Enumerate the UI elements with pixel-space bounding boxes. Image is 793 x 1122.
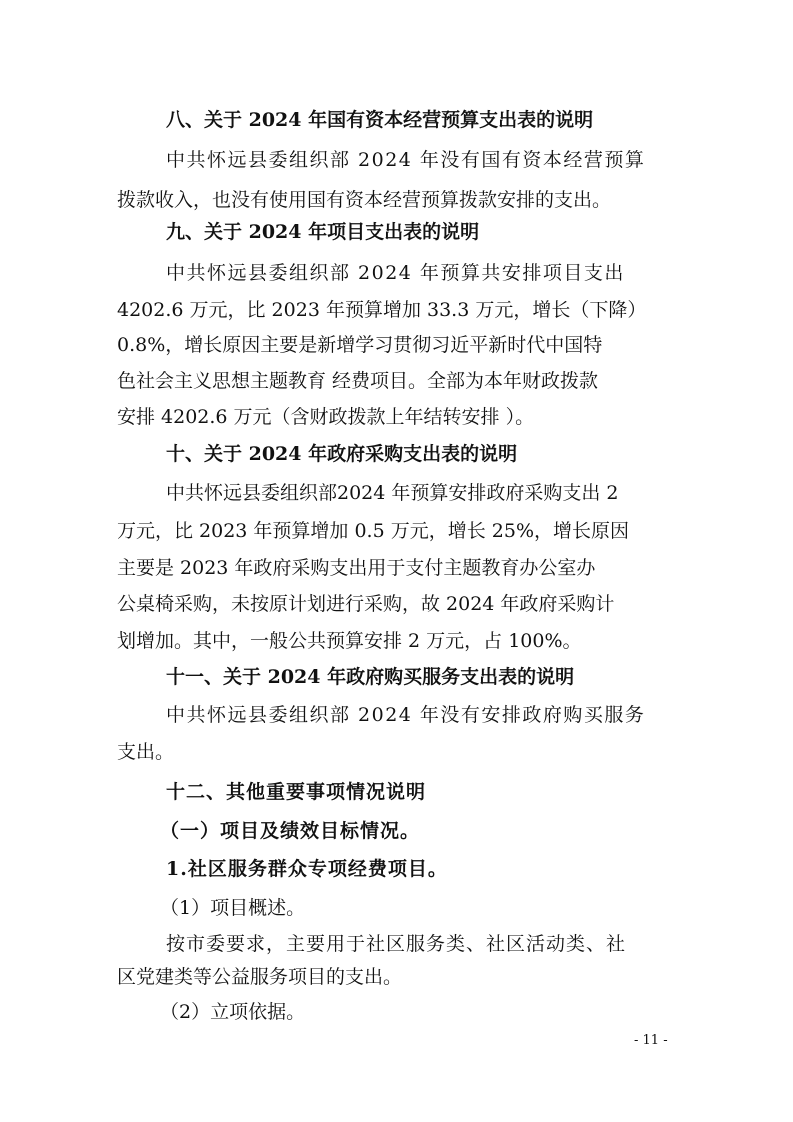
section8-heading: 八、关于 2024 年国有资本经营预算支出表的说明 xyxy=(166,109,594,131)
section8-body-line xyxy=(0,185,793,215)
section10-body-text: 划增加。其中，一般公共预算安排 2 万元，占 100%。 xyxy=(117,630,582,652)
section12-heading: 十二、其他重要事项情况说明 xyxy=(166,781,427,803)
section12-item-title-line xyxy=(0,854,793,884)
section12-sub1-body-text: 按市委要求，主要用于社区服务类、社区活动类、社 xyxy=(166,933,627,955)
section8-body-line xyxy=(0,145,793,175)
section9-body-text: 安排 4202.6 万元（含财政拨款上年结转安排 ）。 xyxy=(117,406,535,428)
section10-body-line xyxy=(0,626,793,656)
section10-heading: 十、关于 2024 年政府采购支出表的说明 xyxy=(166,443,518,465)
section12-sub1: （1）项目概述。 xyxy=(160,897,306,919)
section10-body-text: 中共怀远县委组织部2024 年预算安排政府采购支出 2 xyxy=(166,482,619,504)
section9-body-text: 中共怀远县委组织部 2024 年预算共安排项目支出 xyxy=(166,262,625,284)
section9-body-text: 色社会主义思想主题教育 经费项目。全部为本年财政拨款 xyxy=(117,370,599,392)
section8-body-text: 中共怀远县委组织部 2024 年没有国有资本经营预算 xyxy=(166,149,646,171)
section11-body-line xyxy=(0,700,793,730)
section12-item-title: 1.社区服务群众专项经费项目。 xyxy=(166,858,448,880)
section8-body-text: 拨款收入，也没有使用国有资本经营预算拨款安排的支出。 xyxy=(117,189,612,211)
page-number: - 11 - xyxy=(634,1033,668,1048)
section10-body-line xyxy=(0,516,793,546)
section9-body-line xyxy=(0,258,793,288)
section8-heading-line xyxy=(0,105,793,135)
section12-sub1-body-line xyxy=(0,929,793,959)
section9-heading-line xyxy=(0,217,793,247)
section12-subheading-line xyxy=(0,816,793,846)
section11-heading: 十一、关于 2024 年政府购买服务支出表的说明 xyxy=(166,666,575,688)
section9-heading: 九、关于 2024 年项目支出表的说明 xyxy=(166,221,480,243)
section9-body-text: 0.8%，增长原因主要是新增学习贯彻习近平新时代中国特 xyxy=(117,334,603,356)
section9-body-line xyxy=(0,402,793,432)
section9-body-line xyxy=(0,366,793,396)
section12-heading-line xyxy=(0,777,793,807)
section9-body-line xyxy=(0,330,793,360)
section11-body-text: 支出。 xyxy=(117,741,175,763)
section10-body-text: 万元，比 2023 年预算增加 0.5 万元，增长 25%，增长原因 xyxy=(117,520,629,542)
section12-sub1-line xyxy=(0,893,793,923)
section9-body-line xyxy=(0,295,793,325)
section10-body-line xyxy=(0,589,793,619)
section11-body-line xyxy=(0,737,793,767)
section9-body-text: 4202.6 万元，比 2023 年预算增加 33.3 万元，增长（下降） xyxy=(117,299,647,321)
section11-heading-line xyxy=(0,662,793,692)
section10-heading-line xyxy=(0,439,793,469)
section10-body-text: 主要是 2023 年政府采购支出用于支付主题教育办公室办 xyxy=(117,557,596,579)
section10-body-text: 公桌椅采购，未按原计划进行采购，故 2024 年政府采购计 xyxy=(117,593,615,615)
section12-sub1-body-text: 区党建类等公益服务项目的支出。 xyxy=(117,966,403,988)
section12-subheading: （一）项目及绩效目标情况。 xyxy=(160,820,421,842)
section11-body-text: 中共怀远县委组织部 2024 年没有安排政府购买服务 xyxy=(166,704,646,726)
section12-sub2: （2）立项依据。 xyxy=(160,1001,306,1023)
section10-body-line xyxy=(0,553,793,583)
section12-sub1-body-line xyxy=(0,962,793,992)
section10-body-line xyxy=(0,478,793,508)
section12-sub2-line xyxy=(0,997,793,1027)
